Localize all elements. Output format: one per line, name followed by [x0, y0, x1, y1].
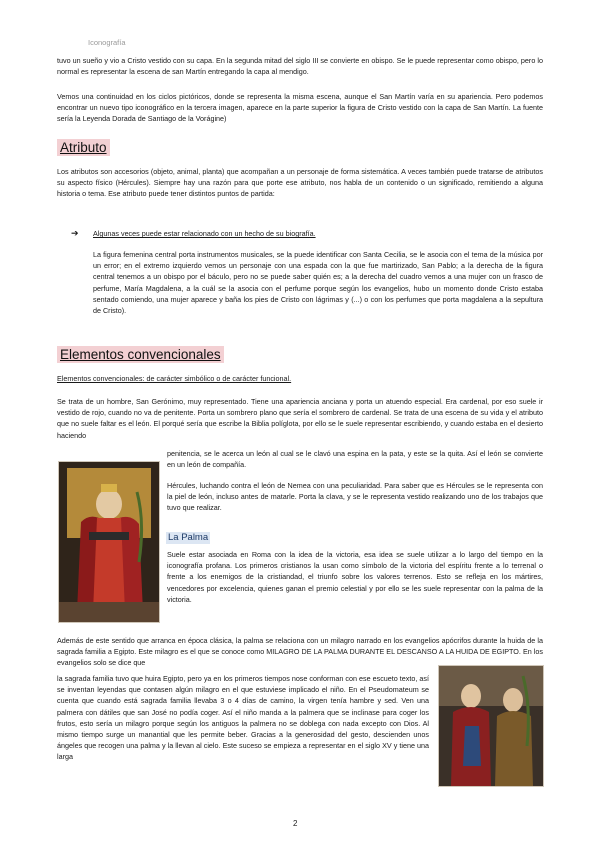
elementos-paragraph-1: Se trata de un hombre, San Gerónimo, muy representado. Tiene una apariencia anciana y porta un atuendo especial. Era cardenal, por eso suele ir vestido de rojo, cuando no va de penitente. Porta un sombrero plano que sería el sombrero de cardenal. Se trata de una escena de su vida y el atributo que no suele faltar es el león. El porqué sería que escribe la Biblia políglota, por ello se le suele representar escribiendo, y cuando estaba en el desierto haciendo [57, 397, 543, 440]
painting-illustration [59, 462, 159, 622]
palma-paragraph: Suele estar asociada en Roma con la idea de la victoria, esa idea se suele utilizar a lo largo del tiempo en la iconografía profana. Los primeros cristianos la usan como símbolo de la victoria del espíritu frente a lo terrenal o frente a los enemigos de la cristiandad, el triunfo sobre los valores terrenos. Esto se refleja en los mártires, vencedores por excelencia, quienes ganan el premio celestial y por ello se les suele representar con la palma de la victoria. [167, 550, 543, 604]
hercules-paragraph: Hércules, luchando contra el león de Nemea con una peculiaridad. Para saber que es Hércules se le representa con la piel de león, incluso antes de matarle. Porta la clava, y se le representa vestido realizando uno de los trabajos que tuvo que realizar. [167, 481, 543, 513]
atributo-detail-paragraph: La figura femenina central porta instrumentos musicales, se la puede identificar con Santa Cecilia, se le asocia con el tema de la música por un error; en el extremo izquierdo vemos un personaje con una espada con la que fue martirizado, San Pablo; a la derecha de la figura central tenemos a un obispo por el báculo, pero no se puede saber quién es; a la derecha del cuadro vemos a una mujer con un frasco de perfume, María Magdalena, a la cuál se la asocia con el perfume porque según los evangelios, hubo un momento donde Cristo estaba sentado comiendo, una mujer aparece y baña los pies de Cristo con lágrimas y (...) o con los perfumes que porta magdalena a la sepultura de Cristo). [93, 250, 543, 316]
intro-paragraph-2: Vemos una continuidad en los ciclos pictóricos, donde se representa la misma escena, aunque el San Martín varía en su apariencia. Pero podemos encontrar un nuevo tipo iconográfico en la tercera imagen, aparece en la parte superior la figura de Cristo vestido con la capa de San Martín. La fuente sería la Leyenda Dorada de Santiago de la Vorágine) [57, 92, 543, 124]
arrow-bullet-icon: ➔ [71, 228, 79, 238]
atributo-paragraph: Los atributos son accesorios (objeto, animal, planta) que acompañan a un personaje de forma sistemática. A veces también puede tratarse de atributos su aspecto físico (Hércules). Siempre hay una razón para que porte ese atributo, nos habla de un contenido o un significado, remitiendo a alguna historia o tema. Ese atributo puede tener distintos puntos de partida: [57, 167, 543, 199]
section-heading-elementos: Elementos convencionales [57, 346, 224, 363]
page-number: 2 [293, 819, 298, 828]
milagro-paragraph-body: la sagrada familia tuvo que huira Egipto, pero ya en los primeros tiempos nose conforman con ese escueto texto, así se inventan leyendas que contasen algún milagro en el que estuviese implicado el niño. En el Pseudomateum se cuenta que cuando está sagrada familia llevaba 3 o 4 días de camino, la virgen tenía hambre y sed. Ven una palmera con dátiles que san José no podía coger. Así el niño manda a la palmera que se inclinase para coger los frutos, esto sería un milagro porque según los antiguos la palmera no se doblega con nada excepto con Dios. Al mismo tiempo surge un manantial que les permite beber. Gracias a la generosidad del gesto, descienden unos ángeles que recogen una palma y la llevan al cielo. Este suceso se empieza a representar en el siglo XV y tiene una larga [57, 674, 429, 762]
bullet-item [71, 228, 541, 239]
intro-paragraph-1: tuvo un sueño y vio a Cristo vestido con su capa. En la segunda mitad del siglo III se convierte en obispo. Se le puede representar como obispo, pero lo normal es representar la escena de san Martín entregando la capa al mendigo. [57, 56, 543, 77]
section-heading-atributo: Atributo [57, 139, 110, 156]
holy-family-painting [438, 665, 544, 787]
bullet-text: Algunas veces puede estar relacionado con un hecho de su biografía. [93, 229, 316, 238]
painting-illustration-2 [439, 666, 543, 786]
milagro-paragraph-intro: Además de este sentido que arranca en época clásica, la palma se relaciona con un milagro narrado en los evangelios apócrifos durante la huida de la sagrada familia a Egipto. Este milagro es el que se conoce como MILAGRO DE LA PALMA DURANTE EL DESCANSO A LA HUIDA DE EGIPTO. En los evangelios solo se dice que [57, 636, 543, 668]
elementos-paragraph-1-continued: penitencia, se le acerca un león al cual se le clavó una espina en la pata, y este se la quita. Así el león se convierte en un león de compañía. [167, 449, 543, 470]
page-header: Iconografía [88, 38, 126, 47]
palma-subheading: La Palma [168, 532, 209, 543]
elementos-subline: Elementos convencionales: de carácter simbólico o de carácter funcional. [57, 374, 292, 383]
saint-with-palm-painting [58, 461, 160, 623]
